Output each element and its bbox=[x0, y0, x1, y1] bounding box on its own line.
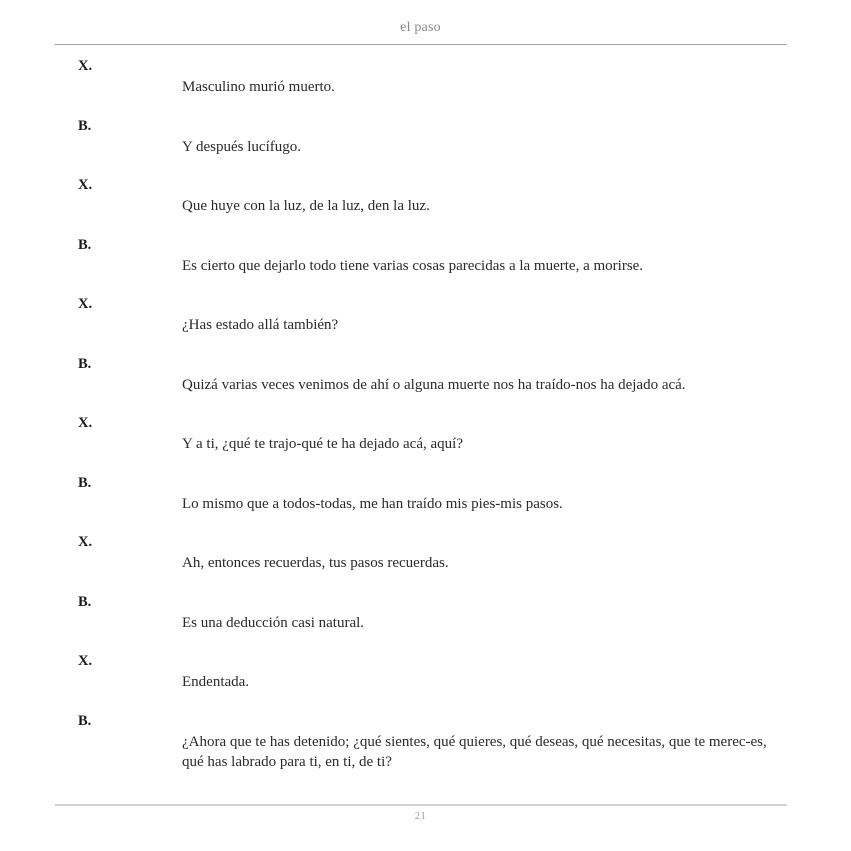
speaker-label: X. bbox=[78, 653, 93, 669]
dialogue-line: Es cierto que dejarlo todo tiene varias cosas parecidas a la muerte, a morirse. bbox=[182, 257, 644, 274]
dialogue-line: Quizá varias veces venimos de ahí o alguna muerte nos ha traído-nos ha dejado acá. bbox=[182, 376, 686, 393]
speaker-label: B. bbox=[78, 474, 92, 491]
dialogue-turn bbox=[0, 237, 851, 297]
dialogue-turn bbox=[0, 58, 851, 118]
dialogue-line: Masculino murió muerto. bbox=[182, 79, 335, 95]
dialogue-line: Ah, entonces recuerdas, tus pasos recuerdas. bbox=[182, 555, 449, 571]
speaker-label: X. bbox=[78, 177, 93, 193]
dialogue-turn bbox=[0, 475, 851, 535]
dialogue-turn bbox=[0, 653, 851, 713]
dialogue-line: Y a ti, ¿qué te trajo-qué te ha dejado acá, aquí? bbox=[182, 436, 463, 452]
dialogue-turn bbox=[0, 296, 851, 356]
dialogue-line: Lo mismo que a todos-todas, me han traído mis pies-mis pasos. bbox=[182, 495, 563, 512]
speaker-label: X. bbox=[78, 415, 93, 431]
page-number: 21 bbox=[414, 811, 427, 822]
speaker-label: B. bbox=[78, 236, 92, 253]
dialogue-turn bbox=[0, 118, 851, 178]
dialogue-turn bbox=[0, 594, 851, 654]
dialogue-line: ¿Ahora que te has detenido; ¿qué sientes, qué quieres, qué deseas, qué necesitas, que te merec-es, qué has labrado para ti, en ti, de ti? bbox=[182, 733, 767, 770]
dialogue-turn bbox=[0, 356, 851, 416]
speaker-label: X. bbox=[78, 534, 93, 550]
dialogue-turn bbox=[0, 177, 851, 237]
speaker-label: B. bbox=[78, 593, 92, 610]
dialogue-line: ¿Has estado allá también? bbox=[182, 317, 339, 333]
dialogue-turn bbox=[0, 534, 851, 594]
speaker-label: X. bbox=[78, 296, 93, 312]
speaker-label: X. bbox=[78, 58, 93, 74]
dialogue bbox=[0, 58, 851, 783]
dialogue-line: Que huye con la luz, de la luz, den la luz. bbox=[182, 198, 430, 214]
dialogue-turn bbox=[0, 713, 851, 783]
header-rule bbox=[55, 44, 787, 45]
dialogue-line: Es una deducción casi natural. bbox=[182, 614, 365, 631]
dialogue-line: Endentada. bbox=[182, 674, 250, 690]
speaker-label: B. bbox=[78, 712, 92, 729]
footer-rule bbox=[55, 804, 787, 806]
dialogue-turn bbox=[0, 415, 851, 475]
running-head: el paso bbox=[400, 20, 441, 35]
dialogue-line: Y después lucífugo. bbox=[182, 138, 302, 155]
speaker-label: B. bbox=[78, 355, 92, 372]
speaker-label: B. bbox=[78, 117, 92, 134]
